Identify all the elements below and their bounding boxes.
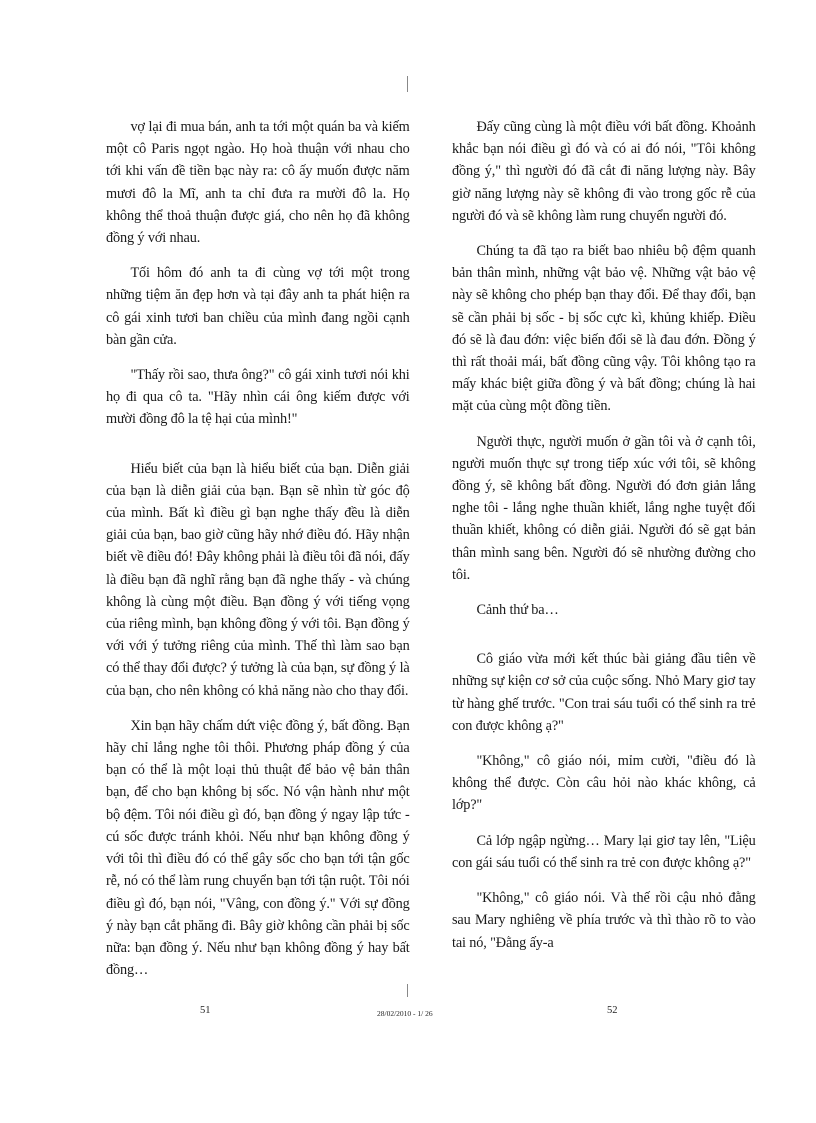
print-date-stamp: 28/02/2010 - 1/ 26: [377, 1009, 433, 1018]
paragraph: Cả lớp ngập ngừng… Mary lại giơ tay lên, "Liệu con gái sáu tuổi có thể sinh ra trẻ con được không ạ?": [452, 831, 756, 871]
scene-heading: Cảnh thứ ba…: [476, 601, 559, 619]
paragraph: "Không," cô giáo nói. Và thế rồi cậu nhỏ đằng sau Mary nghiêng về phía trước và thì thào rõ to vào tai nó, "Đằng ấy-a: [452, 889, 756, 951]
paragraph: Chúng ta đã tạo ra biết bao nhiêu bộ đệm quanh bản thân mình, những vật bảo vệ. Những vật bảo vệ này sẽ không cho phép bạn thay đổi. Để thay đổi, bạn sẽ cần phải bị sốc - bị sốc cực kì, khủng khiếp. Điều đó sẽ là đau đớn: việc biến đổi sẽ là đau đớn. Đồng ý thì rất thoải mái, bất đồng cũng vậy. Tôi không tạo ra mấy khác biệt giữa đồng ý và bất đồng; chúng là hai mặt của cùng một đồng tiền.: [452, 242, 756, 415]
right-page-column: [452, 116, 756, 954]
bottom-center-divider: [407, 984, 408, 997]
paragraph: Hiểu biết của bạn là hiểu biết của bạn. Diễn giải của bạn là diễn giải của bạn. Bạn sẽ nhìn từ góc độ của mình. Bất kì điều gì bạn nghe thấy đều là diễn giải của bạn, bao giờ cũng hãy nhớ điều đó. Hãy nhận biết về điều đó! Đây không phải là điều tôi đã nói, đấy là điều bạn đã nghĩ rằng bạn đã nghe thấy - và chúng không là cùng một điều. Bạn đồng ý với tiếng vọng của riêng mình, bạn không đồng ý với tôi. Bạn đồng ý với với ý tưởng riêng của mình. Thế thì làm sao bạn có thể thay đổi được? ý tưởng là của bạn, sự đồng ý là của bạn, cho nên không có khả năng nào cho thay đổi.: [106, 459, 410, 699]
paragraph: Xin bạn hãy chấm dứt việc đồng ý, bất đồng. Bạn hãy chỉ lắng nghe tôi thôi. Phương pháp đồng ý của bạn có thể là một loại thủ thuật để bảo vệ bản thân bạn, để cho bạn không bị sốc. Nó vận hành như một bộ đệm. Tôi nói điều gì đó, bạn đồng ý ngay lập tức - cú sốc được tránh khỏi. Nếu như bạn không đồng ý với tôi thì điều đó có thể gây sốc cho bạn tới tận gốc rễ, nó có thể làm rung chuyển bạn tới tận ruột. Tôi nói điều gì đó, bạn nói, "Vâng, con đồng ý." Với sự đồng ý này bạn cắt phăng đi. Bây giờ không cần phải bị sốc nữa: bạn đồng ý. Nếu như bạn không đồng ý hay bất đồng…: [106, 716, 410, 979]
paragraph: Người thực, người muốn ở gần tôi và ở cạnh tôi, người muốn thực sự trong tiếp xúc với tôi, sẽ không đồng ý, sẽ không bất đồng. Người đó đơn giản lắng nghe tôi - lắng nghe thuần khiết, lắng nghe tuyệt đối thuần khiết, không có diễn giải. Người đó sẽ gạt bản thân mình sang bên. Người đó sẽ nhường đường cho tôi.: [452, 432, 756, 583]
page-number-left: 51: [200, 1005, 211, 1016]
page-number-right: 52: [607, 1005, 618, 1016]
left-page-column: [106, 116, 410, 981]
paragraph: "Không," cô giáo nói, mỉm cười, "điều đó là không thể được. Còn câu hỏi nào khác không, cả lớp?": [452, 752, 756, 814]
paragraph: Tối hôm đó anh ta đi cùng vợ tới một trong những tiệm ăn đẹp hơn và tại đây anh ta phát hiện ra cô gái xinh tươi ban chiều của mình đang ngồi cạnh bàn gần cửa.: [106, 264, 410, 348]
top-center-divider: [407, 76, 408, 92]
paragraph: Cô giáo vừa mới kết thúc bài giảng đầu tiên về những sự kiện cơ sở của cuộc sống. Nhỏ Mary giơ tay từ hàng ghế trước. "Con trai sáu tuổi có thể sinh ra trẻ con được không ạ?": [452, 650, 756, 734]
paragraph: "Thấy rồi sao, thưa ông?" cô gái xinh tươi nói khi họ đi qua cô ta. "Hãy nhìn cái ông kiếm được với mười đồng đô la tệ hại của mình!": [106, 366, 410, 428]
paragraph: Đấy cũng cùng là một điều với bất đồng. Khoảnh khắc bạn nói điều gì đó và có ai đó nói, "Tôi không đồng ý," thì người đó đã cắt đi năng lượng này. Bây giờ năng lượng này sẽ không đi vào trong gốc rễ của người đó và sẽ không làm rung chuyển người đó.: [452, 118, 756, 224]
paragraph: vợ lại đi mua bán, anh ta tới một quán ba và kiếm một cô Paris ngọt ngào. Họ hoà thuận với nhau cho tới khi vấn đề tiền bạc này ra: cô ấy muốn được năm mươi đô la Mĩ, anh ta chỉ đưa ra mười đô la. Họ không thể thoả thuận được giá, cho nên họ đã không đồng ý với nhau.: [106, 118, 410, 247]
